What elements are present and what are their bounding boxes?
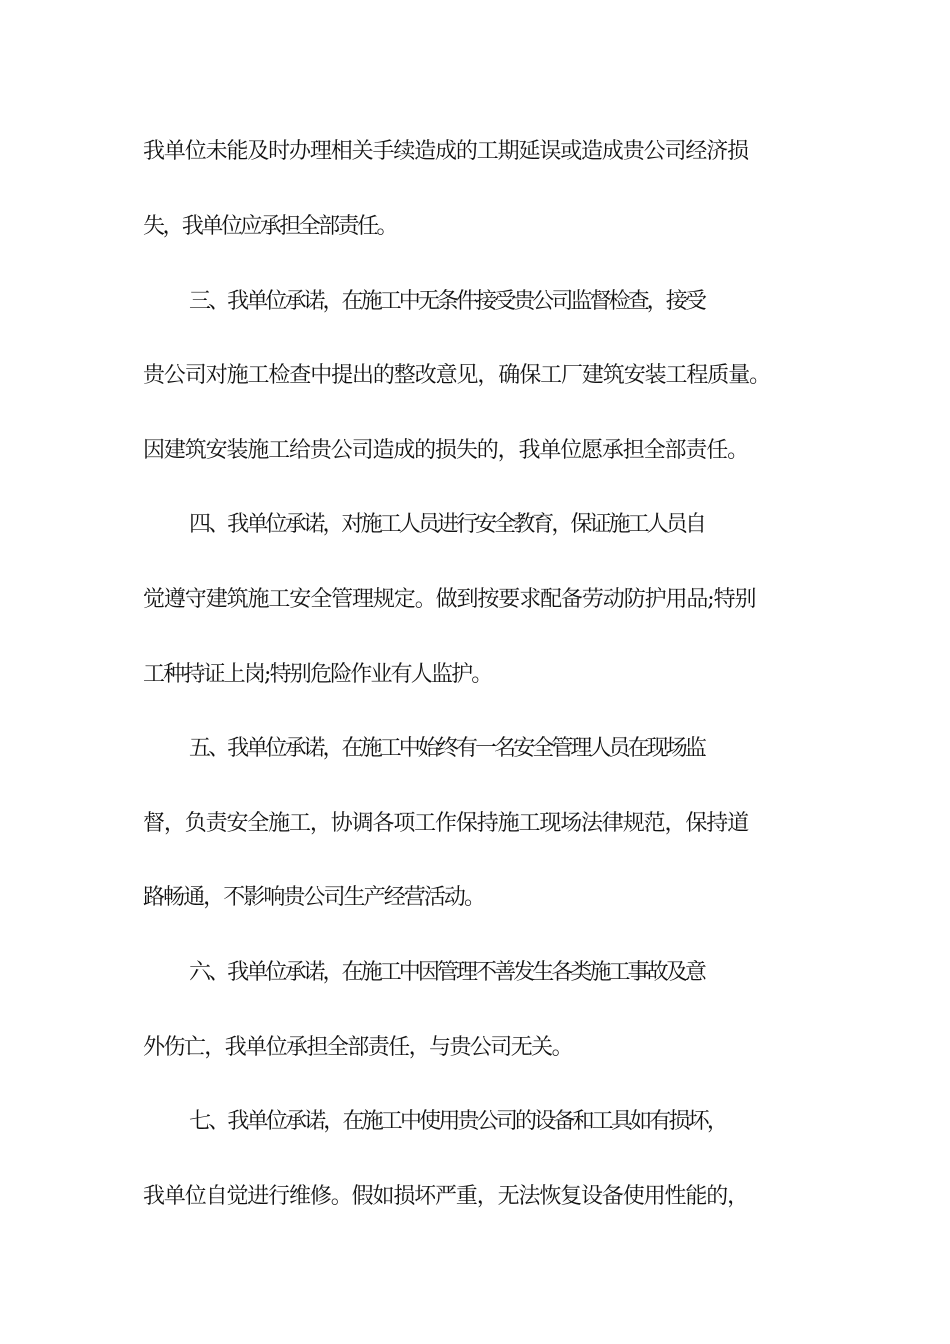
paragraph-seven-start: 七、我单位承诺，在施工中使用贵公司的设备和工具如有损坏， [189,1109,727,1134]
text-line: 觉遵守建筑施工安全管理规定。做到按要求配备劳动防护用品;特别 [143,587,756,612]
text-line: 督，负责安全施工，协调各项工作保持施工现场法律规范，保持道 [143,811,748,836]
text-line: 我单位自觉进行维修。假如损坏严重，无法恢复设备使用性能的， [143,1184,748,1209]
paragraph-four-start: 四、我单位承诺，对施工人员进行安全教育，保证施工人员自 [189,512,704,537]
text-line: 工种持证上岗;特别危险作业有人监护。 [143,662,492,687]
paragraph-five-start: 五、我单位承诺，在施工中始终有一名安全管理人员在现场监 [189,736,704,761]
text-line: 外伤亡，我单位承担全部责任，与贵公司无关。 [143,1035,573,1060]
paragraph-three-start: 三、我单位承诺，在施工中无条件接受贵公司监督检查，接受 [189,289,704,314]
text-line: 失，我单位应承担全部责任。 [143,214,396,239]
text-line: 贵公司对施工检查中提出的整改意见，确保工厂建筑安装工程质量。 [143,363,771,388]
paragraph-six-start: 六、我单位承诺，在施工中因管理不善发生各类施工事故及意 [189,960,704,985]
text-line: 我单位未能及时办理相关手续造成的工期延误或造成贵公司经济损 [143,139,748,164]
text-line: 因建筑安装施工给贵公司造成的损失的，我单位愿承担全部责任。 [143,438,748,463]
text-line: 路畅通，不影响贵公司生产经营活动。 [143,885,485,910]
